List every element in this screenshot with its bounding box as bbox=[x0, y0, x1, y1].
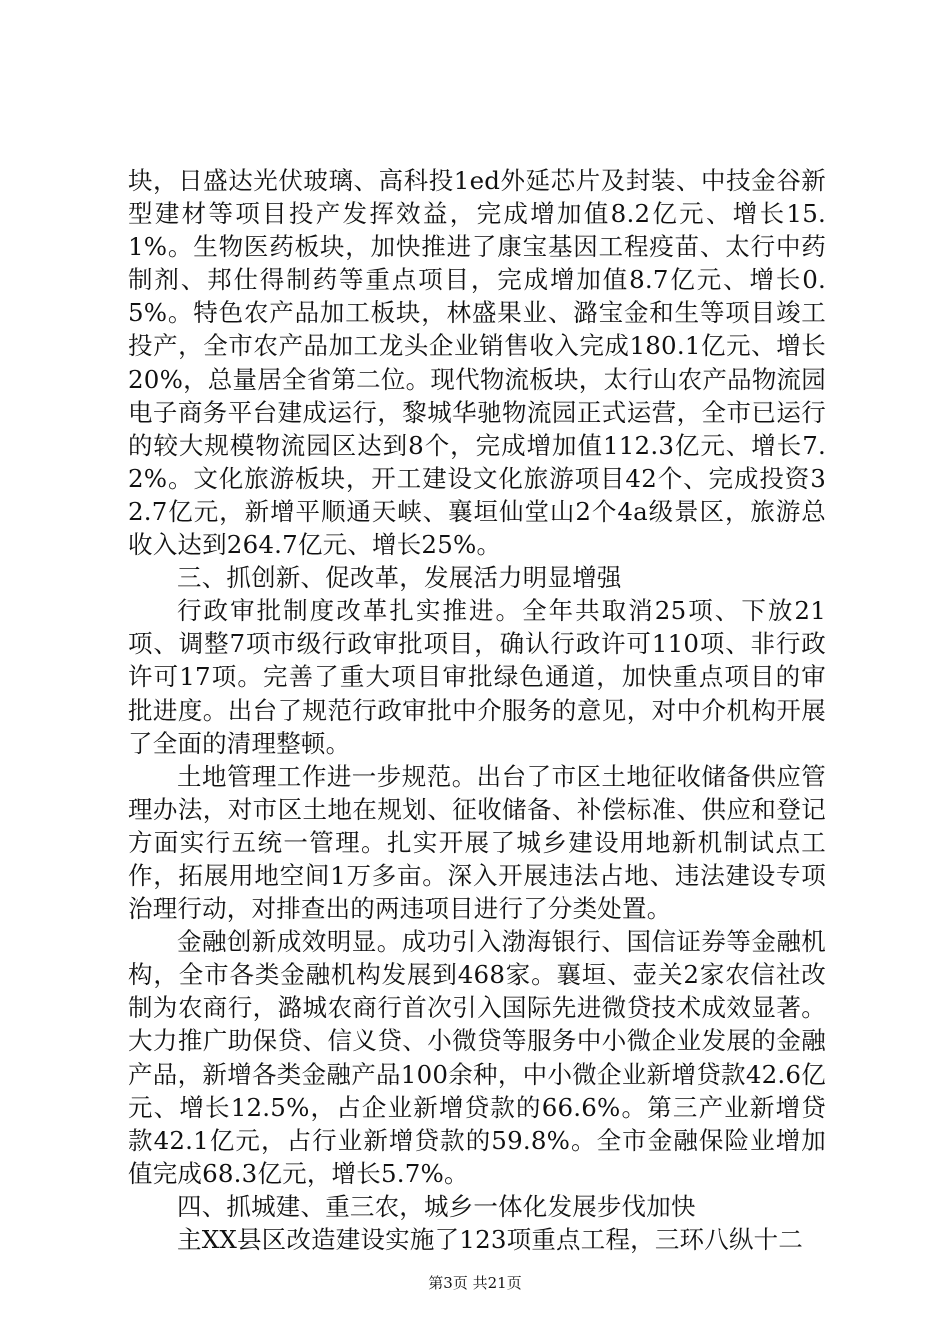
section-heading-urban-rural: 四、抓城建、重三农，城乡一体化发展步伐加快 bbox=[177, 1191, 696, 1221]
paragraph-urban-construction: 主XX县区改造建设实施了123项重点工程，三环八纵十二 bbox=[177, 1225, 804, 1254]
paragraph-land-management: 土地管理工作进一步规范。出台了市区土地征收储备供应管理办法，对市区土地在规划、征收储备、补偿标准、供应和登记方面实行五统一管理。扎实开展了城乡建设用地新机制试点工作，拓展用地空间1万多亩。深入开展违法占地、违法建设专项治理行动，对排查出的两违项目进行了分类处置。 bbox=[128, 761, 826, 924]
page-footer: 第3页 共21页 bbox=[428, 1274, 522, 1292]
paragraph-administrative-approval: 行政审批制度改革扎实推进。全年共取消25项、下放21项、调整7项市级行政审批项目，确认行政许可110项、非行政许可17项。完善了重大项目审批绿色通道，加快重点项目的审批进度。出台了规范行政审批中介服务的意见，对中介机构开展了全面的清理整顿。 bbox=[128, 596, 826, 758]
section-heading-innovation-reform: 三、抓创新、促改革，发展活力明显增强 bbox=[177, 563, 622, 593]
paragraph-financial-innovation: 金融创新成效明显。成功引入渤海银行、国信证券等金融机构，全市各类金融机构发展到468家。襄垣、壶关2家农信社改制为农商行，潞城农商行首次引入国际先进微贷技术成效显著。大力推广助保贷、信义贷、小微贷等服务中小微企业发展的金融产品，新增各类金融产品100余种，中小微企业新增贷款42.6亿元、增长12.5%，占企业新增贷款的66.6%。第三产业新增贷款42.1亿元，占行业新增贷款的59.8%。全市金融保险业增加值完成68.3亿元，增长5.7%。 bbox=[128, 927, 826, 1188]
paragraph-industry-sectors: 块，日盛达光伏玻璃、高科投1ed外延芯片及封装、中技金谷新型建材等项目投产发挥效益，完成增加值8.2亿元、增长15.1%。生物医药板块，加快推进了康宝基因工程疫苗、太行中药制剂、邦仕得制药等重点项目，完成增加值8.7亿元、增长0.5%。特色农产品加工板块，林盛果业、潞宝金和生等项目竣工投产，全市农产品加工龙头企业销售收入完成180.1亿元、增长20%，总量居全省第二位。现代物流板块，太行山农产品物流园电子商务平台建成运行，黎城华驰物流园正式运营，全市已运行的较大规模物流园区达到8个，完成增加值112.3亿元、增长7.2%。文化旅游板块，开工建设文化旅游项目42个、完成投资32.7亿元，新增平顺通天峡、襄垣仙堂山2个4a级景区，旅游总收入达到264.7亿元、增长25%。 bbox=[128, 166, 826, 560]
document-body bbox=[128, 164, 826, 1256]
